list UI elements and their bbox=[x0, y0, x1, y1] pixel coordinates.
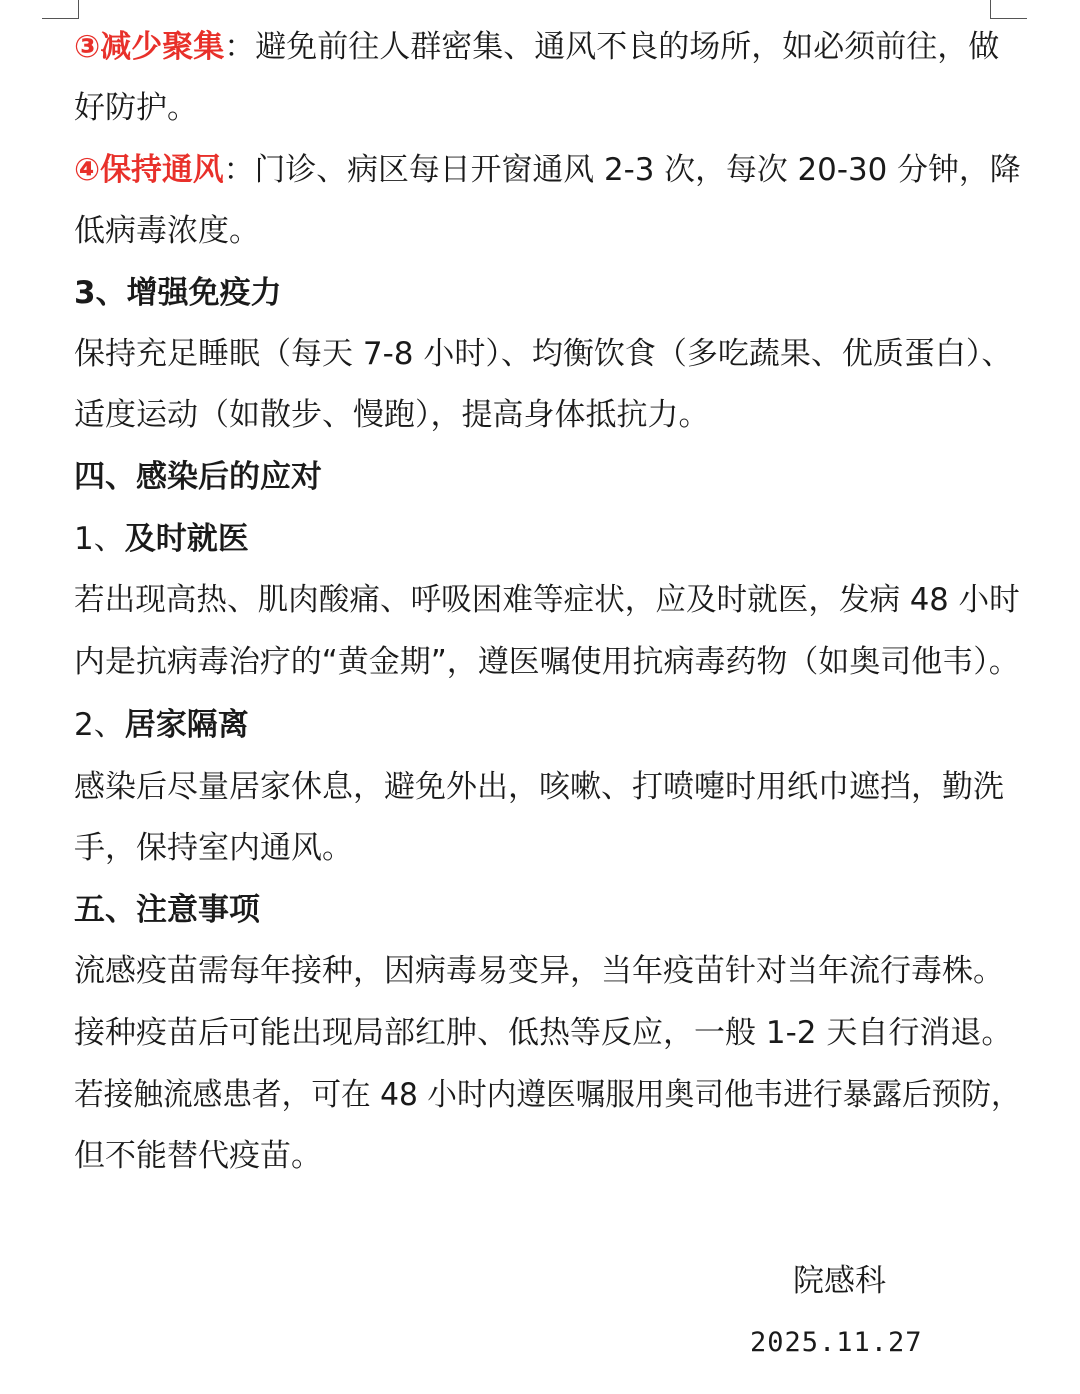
section-heading-notes: 五、注意事项 bbox=[74, 892, 260, 928]
subheading-number: 1、 bbox=[74, 521, 125, 557]
paragraph-line: 流感疫苗需每年接种，因病毒易变异，当年疫苗针对当年流行毒株。 bbox=[74, 953, 1004, 989]
crop-mark-right bbox=[990, 0, 1027, 19]
subheading-title: 及时就医 bbox=[124, 521, 249, 557]
department-signature: 院感科 bbox=[793, 1263, 886, 1299]
paragraph-line: 保持充足睡眠（每天 7-8 小时）、均衡饮食（多吃蔬果、优质蛋白）、 bbox=[74, 336, 1013, 372]
item-label: ④保持通风 bbox=[74, 152, 224, 188]
paragraph-line: 但不能替代疫苗。 bbox=[74, 1138, 322, 1174]
item-continuation: 好防护。 bbox=[74, 90, 198, 126]
paragraph-line: 若接触流感患者，可在 48 小时内遵医嘱服用奥司他韦进行暴露后预防， bbox=[74, 1077, 1021, 1113]
paragraph-line: 接种疫苗后可能出现局部红肿、低热等反应，一般 1-2 天自行消退。 bbox=[74, 1015, 1013, 1051]
crop-mark-left bbox=[42, 0, 79, 19]
item-separator: ： bbox=[224, 29, 256, 65]
item-separator: ： bbox=[223, 152, 255, 188]
subheading-seek-care bbox=[74, 519, 249, 559]
paragraph-line: 感染后尽量居家休息，避免外出，咳嗽、打喷嚏时用纸巾遮挡，勤洗 bbox=[74, 769, 1004, 805]
paragraph-line: 适度运动（如散步、慢跑），提高身体抵抗力。 bbox=[74, 397, 710, 433]
paragraph-line: 若出现高热、肌肉酸痛、呼吸困难等症状，应及时就医，发病 48 小时 bbox=[74, 582, 1020, 618]
paragraph-line: 手，保持室内通风。 bbox=[74, 830, 353, 866]
item-reduce-gathering bbox=[74, 27, 999, 67]
paragraph-line: 内是抗病毒治疗的“黄金期”，遵医嘱使用抗病毒药物（如奥司他韦）。 bbox=[74, 644, 1020, 680]
document-date: 2025.11.27 bbox=[750, 1327, 923, 1358]
subheading-title: 居家隔离 bbox=[124, 707, 249, 743]
section-heading-immunity: 3、增强免疫力 bbox=[74, 275, 282, 311]
section-heading-after-infection: 四、感染后的应对 bbox=[74, 459, 322, 495]
item-label: ③减少聚集 bbox=[74, 29, 225, 65]
item-ventilation bbox=[74, 150, 1021, 190]
subheading-number: 2、 bbox=[74, 707, 125, 743]
item-text: 门诊、病区每日开窗通风 2-3 次，每次 20-30 分钟，降 bbox=[254, 152, 1021, 188]
subheading-home-isolation bbox=[74, 705, 249, 745]
item-text: 避免前往人群密集、通风不良的场所，如必须前往，做 bbox=[255, 29, 1000, 65]
item-continuation: 低病毒浓度。 bbox=[74, 213, 260, 249]
